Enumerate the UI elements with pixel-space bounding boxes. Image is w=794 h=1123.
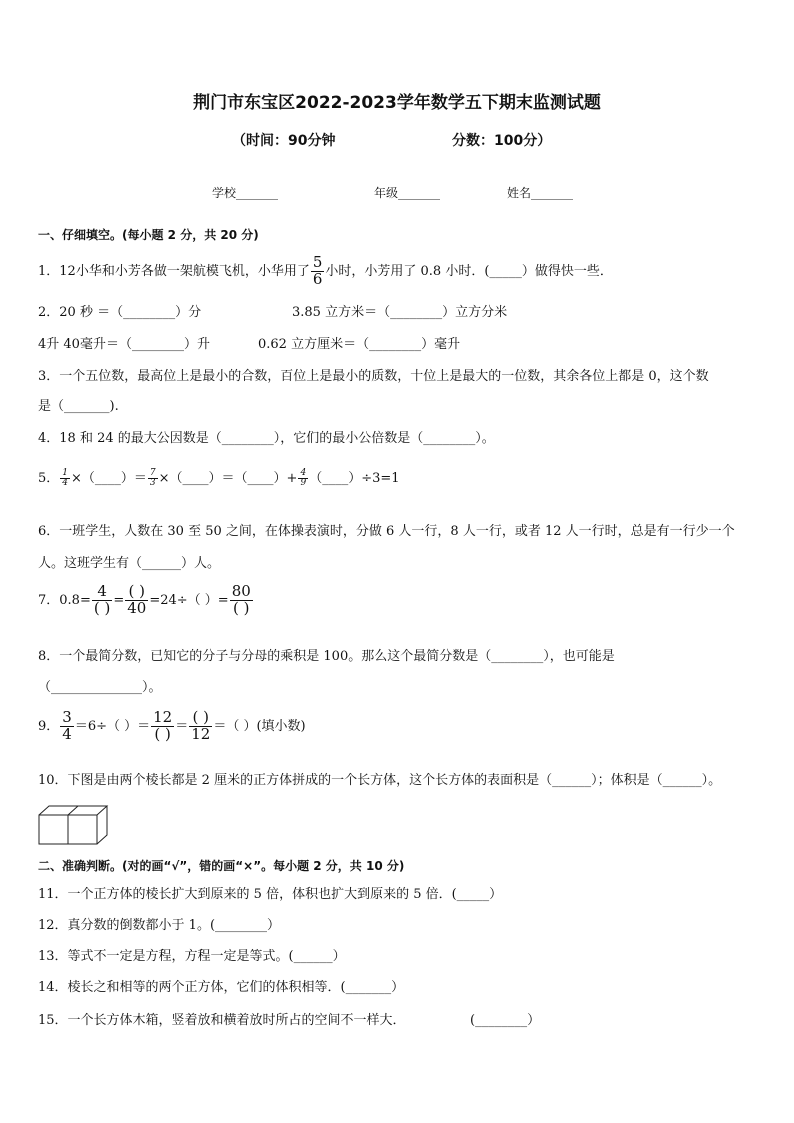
question-10: 10．下图是由两个棱长都是 2 厘米的正方体拼成的一个长方体，这个长方体的表面积是（______）；体积是（______）。 — [38, 773, 722, 788]
numerator: 7 — [149, 467, 156, 478]
denominator: 3 — [149, 478, 156, 488]
question-8-line-1: 8．一个最简分数，已知它的分子与分母的乘积是 100。那么这个最简分数是（________），也可能是 — [38, 649, 615, 664]
question-text: 小时，小芳用了 0.8 小时．(_____）做得快一些． — [325, 263, 613, 279]
question-text: ＝（ ）(填小数) — [213, 718, 306, 734]
question-text: ×（____）＝ — [71, 471, 147, 486]
question-13: 13．等式不一定是方程，方程一定是等式。(______） — [38, 949, 346, 964]
question-6-line-2: 人。这班学生有（______）人。 — [38, 556, 221, 571]
fraction — [151, 710, 174, 743]
cube-front-right — [68, 815, 97, 844]
denominator: 12 — [191, 724, 211, 743]
question-text: ×（____）＝（____）+ — [158, 471, 298, 486]
fraction — [298, 469, 308, 489]
question-4: 4．18 和 24 的最大公因数是（________），它们的最小公倍数是（________）。 — [38, 431, 495, 446]
section-heading: 二、准确判断。(对的画“√”，错的画“×”。每小题 2 分，共 10 分) — [38, 859, 405, 873]
question-number: 5． — [38, 471, 60, 486]
question-number: 9． — [38, 718, 60, 734]
question-1 — [38, 255, 613, 288]
question-2-d: 0.62 立方厘米＝（________）毫升 — [258, 337, 461, 352]
numerator: ( ) — [189, 710, 212, 727]
numerator: 80 — [231, 582, 251, 600]
question-8-line-2: （______________）。 — [38, 680, 162, 695]
denominator: ( ) — [232, 598, 250, 617]
numerator: 4 — [300, 467, 307, 478]
fraction — [60, 710, 74, 743]
fraction — [92, 584, 112, 617]
numerator: 12 — [153, 708, 173, 726]
question-3-line-2: 是（_______). — [38, 399, 119, 414]
cuboid-figure — [38, 805, 110, 845]
denominator: 4 — [62, 724, 72, 743]
exam-time: （时间：90分钟 — [232, 133, 336, 149]
question-15: 15．一个长方体木箱，竖着放和横着放时所占的空间不一样大． — [38, 1013, 406, 1028]
fraction — [189, 710, 212, 743]
question-15-answer: (________） — [470, 1013, 541, 1028]
numerator: ( ) — [125, 584, 148, 601]
name-field: 姓名_______ — [507, 186, 574, 200]
numerator: 1 — [62, 467, 69, 478]
numerator: 3 — [62, 708, 72, 726]
question-12: 12．真分数的倒数都小于 1。(________） — [38, 918, 281, 933]
denominator: 4 — [62, 478, 69, 488]
cuboid-side — [97, 806, 107, 844]
section-heading: 一、仔细填空。(每小题 2 分，共 20 分) — [38, 228, 259, 242]
question-5 — [38, 467, 400, 488]
numerator: 5 — [312, 253, 323, 271]
fraction — [148, 469, 158, 489]
question-3-line-1: 3．一个五位数，最高位上是最小的合数，百位上是最小的质数，十位上是最大的一位数，其余各位上都是 0，这个数 — [38, 369, 709, 384]
fraction — [125, 584, 148, 617]
school-field: 学校_______ — [212, 186, 279, 200]
denominator: ( ) — [93, 598, 111, 617]
question-text: ＝6÷（ ）＝ — [74, 718, 151, 734]
cube-front-left — [39, 815, 68, 844]
denominator: ( ) — [154, 724, 171, 743]
page-title: 荆门市东宝区2022-2023学年数学五下期末监测试题 — [193, 93, 601, 113]
denominator: 9 — [300, 478, 307, 488]
question-14: 14．棱长之和相等的两个正方体，它们的体积相等．(_______） — [38, 980, 405, 995]
grade-field: 年级_______ — [374, 186, 441, 200]
equals-sign: = — [113, 592, 125, 608]
question-6-line-1: 6．一班学生，人数在 30 至 50 之间，在体操表演时，分做 6 人一行，8 人一行，或者 12 人一行时，总是有一行少一个 — [38, 524, 735, 539]
numerator: 4 — [92, 584, 112, 601]
question-2-b: 3.85 立方米＝（________）立方分米 — [292, 305, 508, 320]
fraction — [230, 584, 253, 617]
question-7 — [38, 584, 254, 617]
question-2-c: 4升 40毫升＝（________）升 — [38, 337, 210, 352]
question-text: 1．12小华和小芳各做一架航模飞机，小华用了 — [38, 263, 310, 279]
question-9 — [38, 710, 306, 743]
question-text: （____）÷3=1 — [309, 471, 400, 486]
fraction — [311, 255, 325, 288]
question-2-a: 2．20 秒 ＝（________）分 — [38, 305, 202, 320]
question-11: 11．一个正方体的棱长扩大到原来的 5 倍，体积也扩大到原来的 5 倍．(_____） — [38, 887, 503, 902]
question-text: =24÷（ ）= — [149, 592, 229, 608]
fraction — [60, 469, 70, 489]
equals-sign: ＝ — [175, 718, 189, 734]
denominator: 40 — [127, 598, 147, 617]
exam-score: 分数：100分） — [452, 133, 552, 149]
question-number: 7．0.8= — [38, 592, 91, 608]
denominator: 6 — [312, 269, 323, 288]
